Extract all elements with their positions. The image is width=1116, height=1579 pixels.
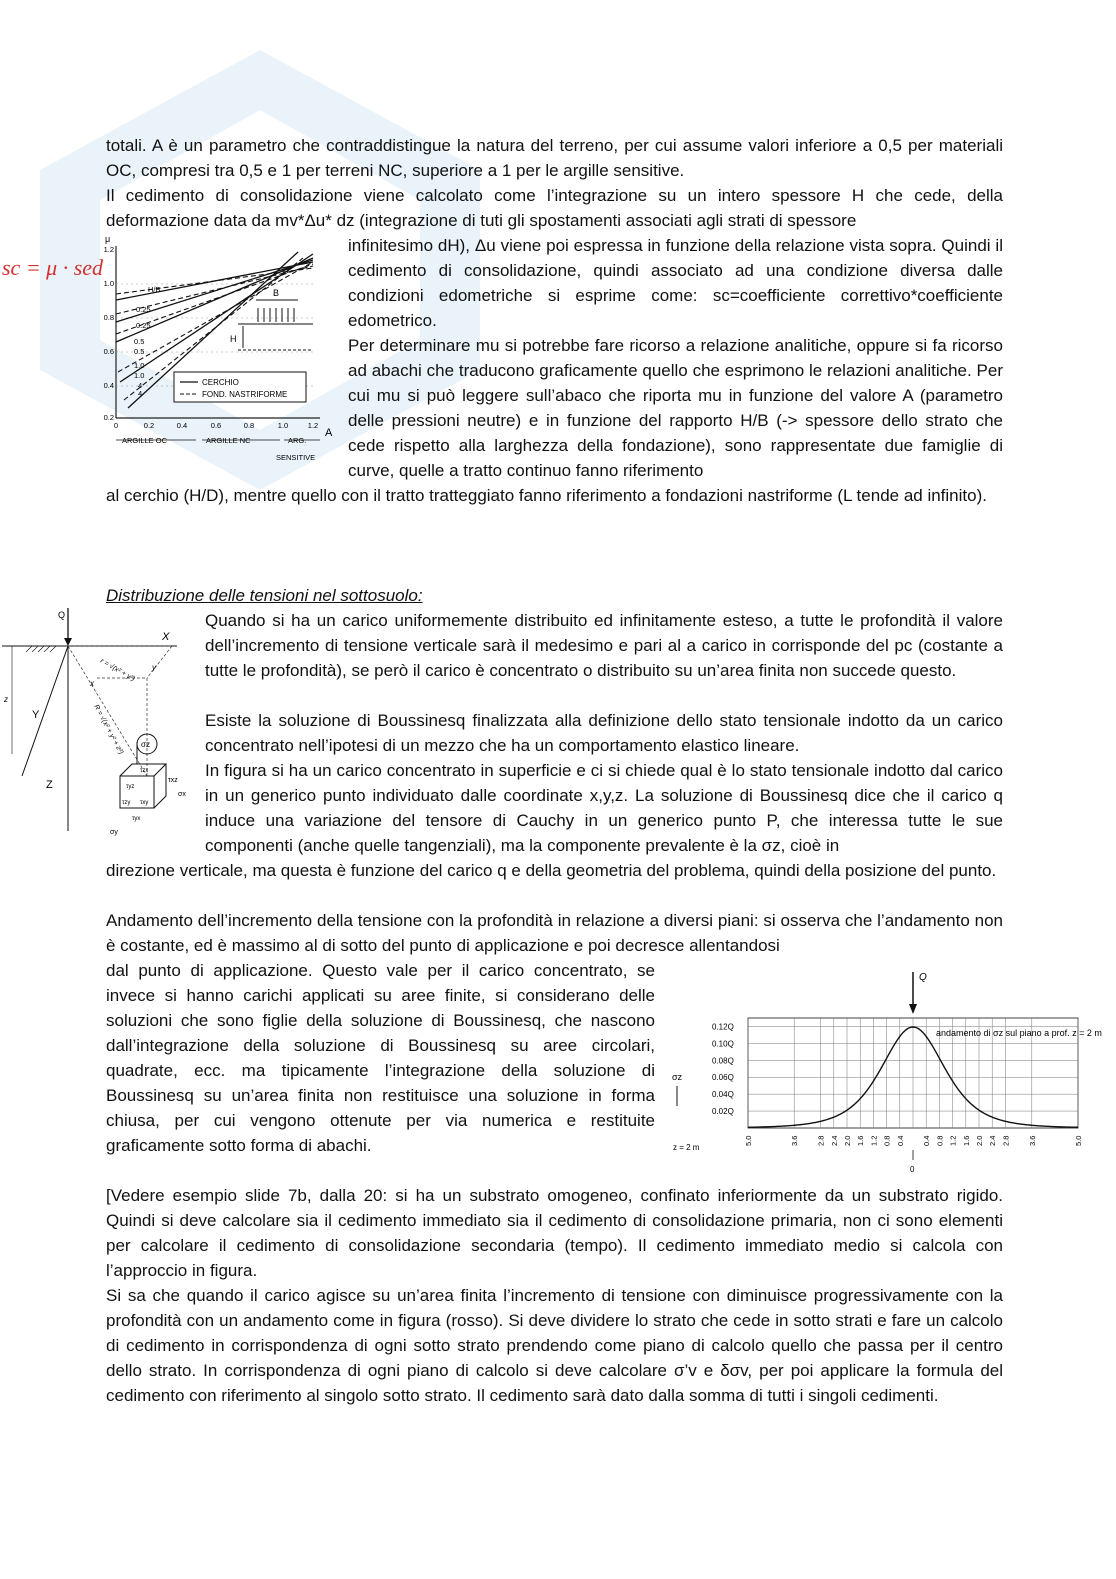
- curve-label: H/B: [148, 285, 161, 294]
- paragraph-abacus-end: al cerchio (H/D), mentre quello con il tratto tratteggiato fanno riferimento a fondazioni nastriforme (L tende ad infinito).: [106, 486, 987, 505]
- tau-zy-label: τzy: [122, 800, 131, 806]
- y-tick-label: 0.12Q: [712, 1022, 734, 1032]
- mu-ytick: 0.2: [103, 413, 114, 422]
- paragraph-boussinesq: Esiste la soluzione di Boussinesq finalizzata alla definizione dello stato tensionale indotto da un carico concentrato nell’ipotesi di un mezzo che ha un comportamento elastico lineare.: [205, 711, 1003, 755]
- paragraph-finite-areas: dal punto di applicazione. Questo vale per il carico concentrato, se invece si hanno carichi applicati su aree finite, si considerano delle soluzioni che sono figlie della soluzione di Boussinesq, che nascono dall’integrazione della soluzione di Boussinesq su aree circolari, quadrate, ecc. ma tipicamente l’integrazione della soluzione di Boussinesq su un’area finita non restituisce una soluzione in forma chiusa, per cui vengono ottenute per via numerica e restituite graficamente sotto forma di abachi.: [106, 961, 655, 1155]
- x-tick-label: 1.2: [948, 1135, 958, 1146]
- chart-depth-label: z = 2 m: [673, 1143, 700, 1152]
- x-tick-label: 0.8: [882, 1135, 892, 1146]
- curve-label: 0.25: [136, 321, 151, 330]
- settlement-formula: sc = μ · sed: [2, 255, 104, 280]
- zone-oc: ARGILLE OC: [122, 436, 168, 445]
- z-dim-label: z: [4, 695, 8, 704]
- mu-ytick: 1.2: [103, 245, 114, 254]
- stress-distribution-chart: [668, 966, 1110, 1178]
- legend-dashed: FOND. NASTRIFORME: [202, 390, 288, 399]
- paragraph-a-parameter: totali. A è un parametro che contraddistingue la natura del terreno, per cui assume valori inferiore a 0,5 per materiali OC, compresi tra 0,5 e 1 per terreni NC, superiore a 1 per le argille sensitive.: [106, 136, 1003, 180]
- paragraph-concentrated-load: In figura si ha un carico concentrato in superficie e ci si chiede qual è lo stato tensionale indotto dal carico in un generico punto individuato dalle coordinate x,y,z. La soluzione di Boussinesq dice che il carico q induce una variazione del tensore di Cauchy in un generico punto P, che interessa tutte le sue componenti (anche quelle tangenziali), ma la componente prevalente è la σz, cioè in: [205, 761, 1003, 855]
- chart-title: andamento di σz sul piano a prof. z = 2 m: [936, 1028, 1102, 1038]
- mu-ytick: 1.0: [103, 279, 114, 288]
- mu-xtick: 0.6: [210, 421, 222, 430]
- paragraph-consolidation-side: infinitesimo dH), Δu viene poi espressa in funzione della relazione vista sopra. Quindi il cedimento di consolidazione, quindi associato ad una condizione diversa dalle condizioni edometriche si esprime come: sc=coefficiente correttivo*coefficiente edometrico.: [348, 236, 1003, 330]
- axis-X-label: X: [162, 631, 170, 643]
- paragraph-abacus-side: Per determinare mu si potrebbe fare ricorso a relazione analitiche, oppure si fa ricorso ad abachi che traducono graficamente quello che esprimono le relazioni analitiche. Per cui mu si può leggere sull’abaco che riporta mu in funzione del valore A (parametro delle pressioni neutre) e in funzione del rapporto H/B (-> spessore dello strato che cede rispetto alla larghezza della fondazione), sono rappresentate due famiglie di curve, quelle a tratto continuo fanno riferimento: [348, 336, 1003, 480]
- x-tick-label: 0.8: [935, 1135, 945, 1146]
- x-tick-label: 3.6: [790, 1135, 800, 1146]
- axis-Z-label: Z: [46, 779, 53, 791]
- mu-xtick: 0.4: [176, 421, 188, 430]
- curve-label: 4: [138, 389, 143, 398]
- paragraph-consolidation-intro: Il cedimento di consolidazione viene calcolato come l’integrazione su un intero spessore H che cede, della deformazione data da mv*Δu* dz (integrazione di tuti gli spostamenti associati agli strati di spessore: [106, 186, 1003, 230]
- r-label: r = √(x² + y²): [99, 657, 136, 683]
- y-tick-label: 0.10Q: [712, 1039, 734, 1049]
- boussinesq-figure: [2, 606, 198, 846]
- R-label: R = √(x² + y² + z²): [92, 703, 125, 756]
- zone-sensitive-2: SENSITIVE: [276, 453, 316, 462]
- x-tick-label: 3.6: [1027, 1135, 1037, 1146]
- sigma-z-label: σz: [141, 740, 150, 749]
- section-heading: Distribuzione delle tensioni nel sottosuolo:: [106, 586, 423, 605]
- tau-yx-label: τyx: [132, 816, 141, 822]
- curve-label: 0.25: [136, 305, 151, 314]
- sigma-x-label: σx: [178, 791, 186, 798]
- mu-ytick: 0.4: [103, 381, 114, 390]
- mu-xtick: 0.2: [143, 421, 155, 430]
- tau-zx-label: τzx: [140, 768, 149, 774]
- mu-abacus-figure: [98, 232, 343, 464]
- x-tick-label: 0.4: [895, 1135, 905, 1146]
- chart-load-label: Q: [919, 972, 927, 983]
- legend-solid: CERCHIO: [202, 378, 239, 387]
- zone-nc: ARGILLE NC: [206, 436, 251, 445]
- zone-sensitive: ARG.: [288, 436, 307, 445]
- paragraph-sigma-z: direzione verticale, ma questa è funzione del carico q e della geometria del problema, quindi della posizione del punto.: [106, 861, 997, 880]
- chart-origin-label: 0: [910, 1165, 915, 1174]
- y-tick-label: 0.06Q: [712, 1073, 734, 1083]
- curve-label: 0.5: [134, 347, 145, 356]
- H-label: H: [230, 334, 237, 344]
- x-tick-label: 1.6: [961, 1135, 971, 1146]
- y-tick-label: 0.02Q: [712, 1107, 734, 1117]
- mu-axis-label: μ: [105, 234, 111, 244]
- x-tick-label: 2.0: [975, 1135, 984, 1146]
- paragraph-stress-trend: Andamento dell’incremento della tensione con la profondità in relazione a diversi piani: si osserva che l’andamento non è costante, ed è massimo al di sotto del punto di applicazione e poi decresce allentandosi: [106, 911, 1003, 955]
- load-arrowhead: [909, 1004, 917, 1014]
- tau-xz-label: τxz: [168, 777, 178, 784]
- paragraph-uniform-load: Quando si ha un carico uniformemente distribuito ed infinitamente esteso, a tutte le profondità il valore dell’incremento di tensione verticale sarà il medesimo e pari al a carico in corrisponde del pc (costante a tutte le profondità), se però il carico è concentrato o distribuito su un’area finita non succede questo.: [205, 611, 1003, 680]
- footing-inset: [230, 288, 313, 350]
- mu-xtick: 1.2: [307, 421, 319, 430]
- mu-xtick: 0: [113, 421, 119, 430]
- y-tick-label: 0.04Q: [712, 1090, 734, 1100]
- tau-xy-label: τxy: [140, 800, 149, 806]
- mu-xtick: 0.8: [243, 421, 255, 430]
- mu-xtick: 1.0: [277, 421, 289, 430]
- x-tick-label: 2.4: [829, 1135, 839, 1146]
- curve-label: 4: [138, 381, 143, 390]
- x-tick-label: 2.8: [816, 1135, 826, 1146]
- x-label: x: [90, 679, 94, 688]
- y-label: y: [152, 663, 156, 672]
- curve-label: 1.0: [134, 361, 145, 370]
- curve-label: 1.0: [134, 371, 145, 380]
- x-tick-label: 1.2: [869, 1135, 879, 1146]
- x-tick-label: 1.6: [856, 1135, 866, 1146]
- mu-ytick: 0.8: [103, 313, 114, 322]
- B-label: B: [273, 288, 280, 298]
- load-Q-label: Q: [58, 610, 66, 620]
- A-axis-label: A: [325, 427, 333, 439]
- x-tick-label: 5.0: [1074, 1135, 1083, 1146]
- x-tick-label: 2.8: [1001, 1135, 1011, 1146]
- x-tick-label: 2.0: [843, 1135, 852, 1146]
- x-tick-label: 2.4: [988, 1135, 998, 1146]
- paragraph-example: [Vedere esempio slide 7b, dalla 20: si ha un substrato omogeneo, confinato inferiormente da un substrato rigido. Quindi si deve calcolare sia il cedimento immediato sia il cedimento di consolidazione primaria, non ci sono elementi per calcolare il cedimento di consolidazione secondaria (tempo). Il cedimento immediato medio si calcola con l’approccio in figura.: [106, 1186, 1003, 1280]
- y-tick-label: 0.08Q: [712, 1056, 734, 1066]
- chart-ylabel: σz: [672, 1072, 683, 1082]
- axis-Y-label: Y: [32, 709, 40, 721]
- paragraph-sublayers: Si sa che quando il carico agisce su un’area finita l’incremento di tensione con diminuisce progressivamente con la profondità con un andamento come in figura (rosso). Si deve dividere lo strato che cede in sotto strati e fare un calcolo di cedimento in corrispondenza di ogni sotto strato prendendo come piano di calcolo quello che passa per il centro dello strato. In corrispondenza di ogni piano di calcolo si deve calcolare σ’v e δσv, per poi applicare la formula del cedimento con riferimento al singolo sotto strato. Il cedimento sarà dato dalla somma di tutti i singoli cedimenti.: [106, 1286, 1003, 1405]
- curve-label: 0.5: [134, 337, 145, 346]
- sigma-y-label: σy: [110, 829, 118, 836]
- tau-yz-label: τyz: [126, 784, 135, 790]
- mu-ytick: 0.6: [103, 347, 114, 356]
- x-tick-label: 5.0: [744, 1135, 753, 1146]
- x-tick-label: 0.4: [922, 1135, 932, 1146]
